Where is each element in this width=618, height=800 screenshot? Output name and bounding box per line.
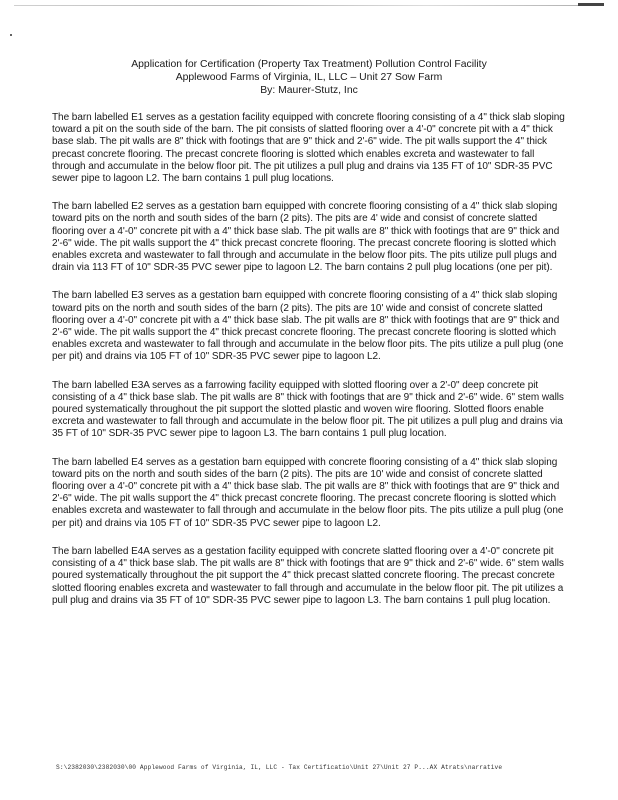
paragraph-e1: The barn labelled E1 serves as a gestation facility equipped with concrete flooring consisting of a 4" thick slab sloping toward a pit on the south side of the barn. The pit consists of slatted flooring over a 4'-0" concrete pit with a 4" thick base slab. The pit walls are 8" thick with footings that are 9" thick and 2'-6" wide. The pit walls support the 4" thick precast concrete flooring. The precast concrete flooring is slotted which enables excreta and wastewater to fall through and accumulate in the below floor pit. The pit utilizes a pull plug and drains via 135 FT of 10" SDR-35 PVC sewer pipe to lagoon L2. The barn contains 1 pull plug locations. xyxy=(52,112,565,185)
scan-artifact-top xyxy=(0,0,618,12)
document-title: Application for Certification (Property Tax Treatment) Pollution Control Facility xyxy=(131,59,487,70)
scan-mark xyxy=(578,3,604,6)
paragraph-e2: The barn labelled E2 serves as a gestation barn equipped with concrete flooring consisting of a 4" thick slab sloping toward pits on the north and south sides of the barn (2 pits). The pits are 4' wide and consist of concrete slatted flooring over a 4'-0" concrete pit with a 4" thick base slab. The pit walls are 8" thick with footings that are 9" thick and 2'-6" wide. The pit walls support the 4" thick precast concrete flooring. The precast concrete flooring is slotted which enables excreta and wastewater to fall through and accumulate in the below floor pits. The pits utilize pull plugs and drain via 113 FT of 10" SDR-35 PVC sewer pipe to lagoon L2. The barn contains 2 pull plug locations (one per pit). xyxy=(52,201,560,274)
document-author: By: Maurer-Stutz, Inc xyxy=(260,85,358,96)
document-subtitle: Applewood Farms of Virginia, IL, LLC – Unit 27 Sow Farm xyxy=(175,72,443,83)
paragraph-e3: The barn labelled E3 serves as a gestation barn equipped with concrete flooring consisting of a 4" thick slab sloping toward pits on the north and south sides of the barn (2 pits). The pits are 10' wide and consist of concrete slatted flooring over a 4'-0" concrete pit with a 4" thick base slab. The pit walls are 8" thick with footings that are 9" thick and 2'-6" wide. The pit walls support the 4" thick precast concrete flooring. The precast concrete flooring is slotted which enables excreta and wastewater to fall through and accumulate in the below floor pits. The pits utilize a pull plug (one per pit) and drains via 105 FT of 10" SDR-35 PVC sewer pipe to lagoon L2. xyxy=(52,290,564,363)
paragraph-e4a: The barn labelled E4A serves as a gestation facility equipped with concrete slatted flooring over a 4'-0" concrete pit consisting of a 4" thick base slab. The pit walls are 8" thick with footings that are 9" thick and 2'-6" wide. 6" stem walls poured systematically throughout the pit support the 4" thick precast slatted concrete flooring. The precast concrete slotted flooring enables excreta and wastewater to fall through and accumulate in the below floor pit. The pit utilizes a pull plug and drains via 35 FT of 10" SDR-35 PVC sewer pipe to lagoon L3. The barn contains 1 pull plug location. xyxy=(52,545,564,606)
paragraph-e3a: The barn labelled E3A serves as a farrowing facility equipped with slotted flooring over a 2'-0" deep concrete pit consisting of a 4" thick base slab. The pit walls are 8" thick with footings that are 9" thick and 2'-6" wide. 6" stem walls poured systematically throughout the pit support the slotted plastic and woven wire flooring. Slotted floors enable excreta and wastewater to fall through and accumulate in the below floor pit. The pit utilizes a pull plug and drains via 35 FT of 10" SDR-35 PVC sewer pipe to lagoon L3. The barn contains 1 pull plug location. xyxy=(52,379,564,440)
file-path-footer: S:\2382030\2382030\00 Applewood Farms of Virginia, IL, LLC - Tax Certificatio\Unit 27\Unit 27 P...AX Atrats\narrative xyxy=(56,764,503,771)
paragraph-e4: The barn labelled E4 serves as a gestation barn equipped with concrete flooring consisting of a 4" thick slab sloping toward pits on the north and south sides of the barn (2 pits). The pits are 10' wide and consist of concrete slatted flooring over a 4'-0" concrete pit with a 4" thick base slab. The pit walls are 8" thick with footings that are 9" thick and 2'-6" wide. The pit walls support the 4" thick precast concrete flooring. The precast concrete flooring is slotted which enables excreta and wastewater to fall through and accumulate in the below floor pits. The pits utilize a pull plug (one per pit) and drains via 105 FT of 10" SDR-35 PVC sewer pipe to lagoon L2. xyxy=(52,456,564,529)
scan-speck xyxy=(10,34,12,36)
scan-line xyxy=(14,5,604,6)
document-page xyxy=(52,58,566,623)
title-block xyxy=(52,58,566,97)
